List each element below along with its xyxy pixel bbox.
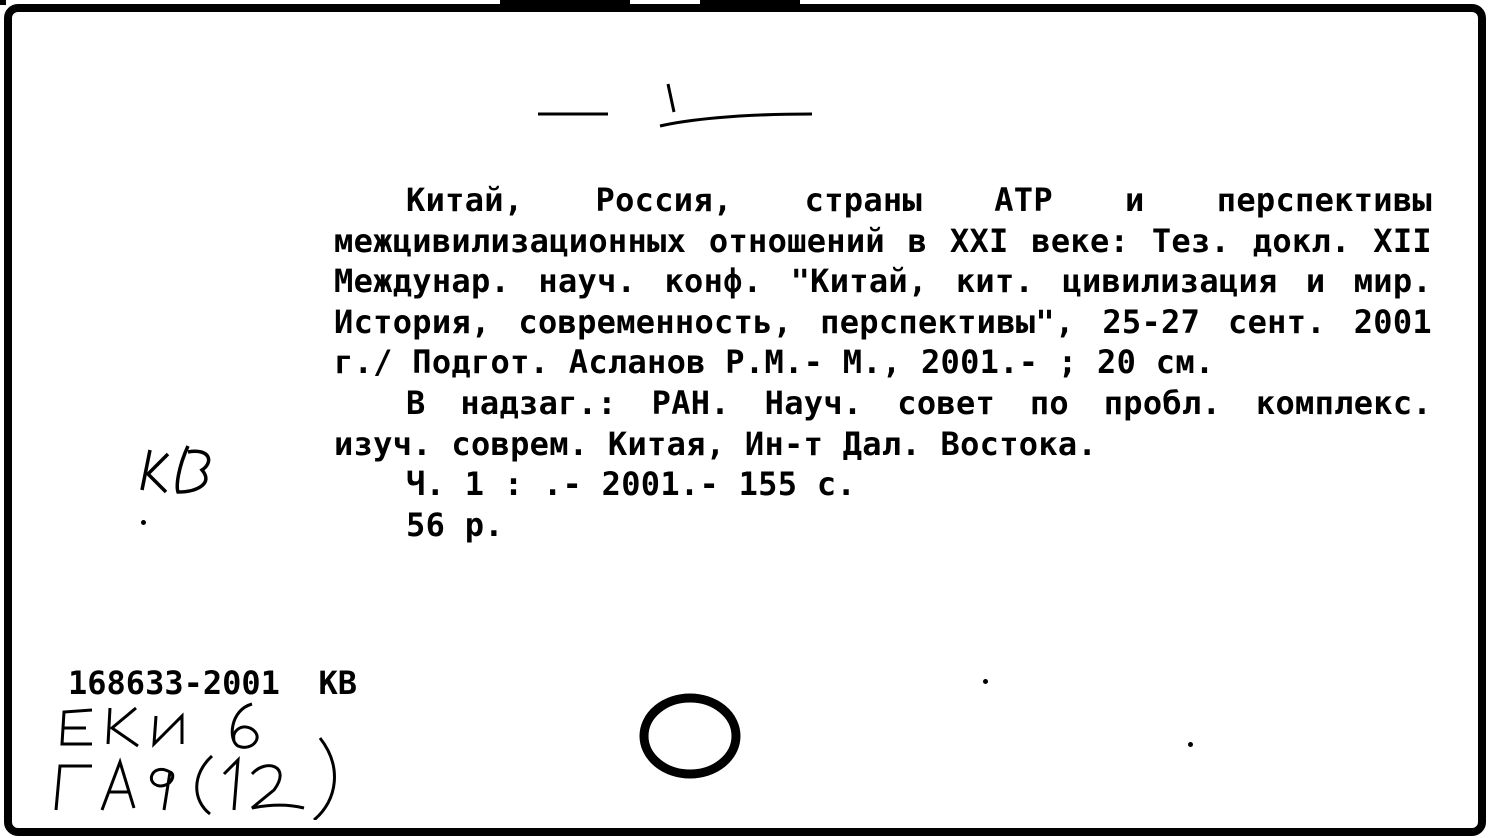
ink-dot: [141, 520, 146, 525]
card-top-edge-mark: [700, 0, 800, 5]
bibliographic-entry: [334, 180, 1432, 545]
handwritten-shelf-mark: [52, 700, 352, 820]
ink-dot: [983, 679, 988, 684]
accession-number: 168633-2001 КВ: [68, 664, 357, 702]
entry-price-line: 56 р.: [406, 505, 504, 544]
card-top-edge-mark: [0, 0, 6, 5]
card-punch-hole: [634, 688, 746, 782]
card-number-mark: [536, 76, 826, 136]
handwritten-side-mark: [138, 440, 228, 496]
card-top-edge-mark: [500, 0, 630, 5]
entry-volume-line: Ч. 1 : .- 2001.- 155 с.: [406, 465, 857, 504]
ink-dot: [1188, 742, 1193, 747]
entry-main-paragraph: Китай, Россия, страны АТР и перспективы межцивилизационных отношений в XXI веке: Тез. докл. XII Междунар. науч. конф. "Китай, кит. цивилизация и мир. История, современность, перспективы", 25-27 сент. 2001 г./ Подгот. Асланов Р.М.- М., 2001.- ; 20 см.: [334, 181, 1432, 382]
entry-note-paragraph: В надзаг.: РАН. Науч. совет по пробл. комплекс. изуч. соврем. Китая, Ин-т Дал. Востока.: [334, 383, 1432, 463]
